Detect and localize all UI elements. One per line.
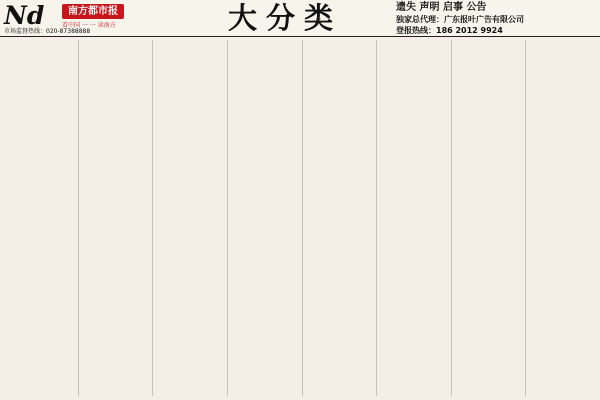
listing-column — [78, 40, 149, 396]
logo-slogan: 看中国 一 一 读南方 — [62, 22, 116, 29]
listing-column — [227, 40, 298, 396]
listing-column — [376, 40, 447, 396]
section-info — [396, 2, 592, 36]
exclusive-agent: 独家总代理：广东报叶广告有限公司 — [396, 15, 524, 24]
listing-column — [451, 40, 522, 396]
section-title: 大分类 — [227, 1, 342, 35]
page-header — [0, 0, 600, 37]
listing-column — [152, 40, 223, 396]
logo-name: 南方都市报 — [68, 6, 118, 17]
listing-column — [302, 40, 373, 396]
classified-listings — [4, 40, 596, 396]
listing-column — [525, 40, 596, 396]
ad-phone: 登报热线：186 2012 9924 — [396, 26, 503, 35]
listing-column — [4, 40, 74, 396]
supervision-hotline: 市场监督热线：020-87388888 — [4, 28, 91, 35]
logo-name-box — [62, 4, 124, 19]
logo-mark: Nd — [4, 1, 45, 30]
category-line: 遗失 声明 启事 公告 — [396, 2, 487, 13]
